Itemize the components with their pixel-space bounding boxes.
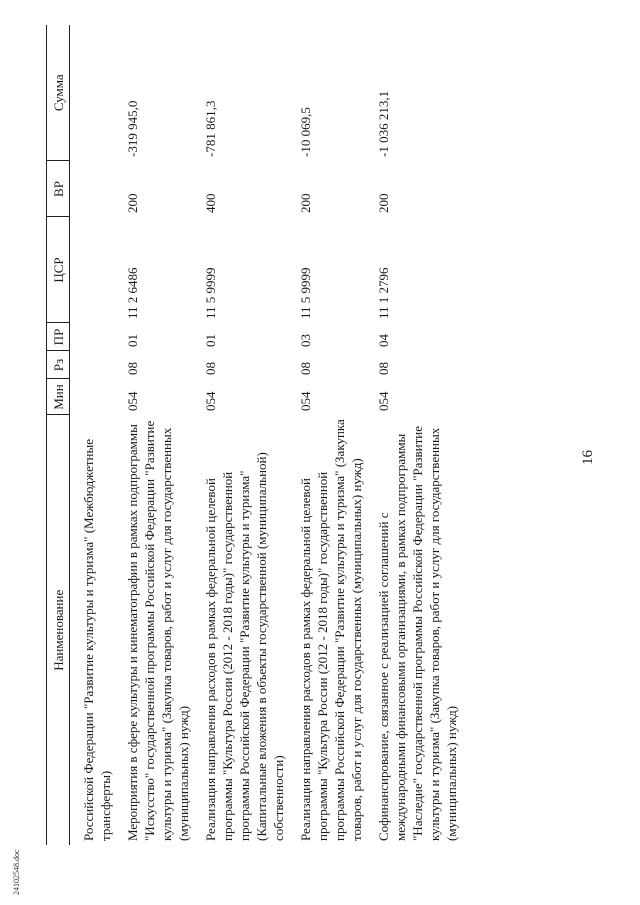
cell-rz: 08 bbox=[125, 362, 140, 375]
cell-csr: 11 5 9999 bbox=[298, 267, 313, 319]
cell-pr: 01 bbox=[125, 334, 140, 347]
table-row bbox=[365, 25, 460, 845]
cell-name: Мероприятия в сфере культуры и кинематографии в рамках подпрограммы "Искусство" государственной программы Российской Федерации "Развитие культуры и туризма" (Закупка товаров, работ и услуг для государственных (муниципальных) нужд) bbox=[125, 420, 191, 841]
cell-csr: 11 5 9999 bbox=[203, 267, 218, 319]
cell-vr: 200 bbox=[125, 193, 140, 213]
header-sum: Сумма bbox=[47, 25, 70, 161]
table-row bbox=[114, 25, 192, 845]
cell-vr: 200 bbox=[376, 193, 391, 213]
cell-min: 054 bbox=[376, 391, 391, 411]
cell-sum: -319 945,0 bbox=[125, 100, 140, 157]
table-header-row bbox=[47, 25, 70, 845]
cell-rz: 08 bbox=[376, 362, 391, 375]
page-number: 16 bbox=[580, 450, 596, 465]
table-row bbox=[70, 25, 115, 845]
cell-pr bbox=[70, 323, 115, 351]
header-csr: ЦСР bbox=[47, 217, 70, 323]
cell-sum: -10 069,5 bbox=[298, 107, 313, 157]
table-row bbox=[287, 25, 365, 845]
budget-table bbox=[46, 25, 460, 845]
cell-min bbox=[70, 379, 115, 415]
cell-csr: 11 2 6486 bbox=[125, 267, 140, 319]
cell-vr: 400 bbox=[203, 193, 218, 213]
header-min: Мин bbox=[47, 379, 70, 415]
table-row bbox=[192, 25, 287, 845]
cell-rz: 08 bbox=[203, 362, 218, 375]
header-rz: Рз bbox=[47, 351, 70, 379]
cell-sum: -1 036 213,1 bbox=[376, 90, 391, 157]
header-pr: ПР bbox=[47, 323, 70, 351]
cell-name: Реализация направления расходов в рамках федеральной целевой программы "Культура России (2012 - 2018 годы)" государственной программы Российской Федерации "Развитие культуры и туризма" (Закупка товаров, работ и услуг для государственных (муниципальных) нужд) bbox=[298, 419, 364, 841]
cell-sum bbox=[70, 25, 115, 161]
cell-pr: 01 bbox=[203, 334, 218, 347]
cell-csr: 11 1 2796 bbox=[376, 267, 391, 319]
cell-min: 054 bbox=[203, 391, 218, 411]
cell-name: Реализация направления расходов в рамках федеральной целевой программы "Культура России (2012 - 2018 годы)" государственной программы Российской Федерации "Развитие культуры и туризма" (Капитальные вложения в объекты государственной (муниципальной) собственности) bbox=[203, 452, 286, 841]
cell-name: Софинансирование, связанное с реализацией соглашений с международными финансовыми организациями, в рамках подпрограммы "Наследие" государственной программы Российской Федерации "Развитие культуры и туризма" (Закупка товаров, работ и услуг для государственных (муниципальных) нужд) bbox=[376, 425, 459, 841]
cell-rz: 08 bbox=[298, 362, 313, 375]
cell-vr: 200 bbox=[298, 193, 313, 213]
cell-min: 054 bbox=[125, 391, 140, 411]
cell-rz bbox=[70, 351, 115, 379]
cell-sum: -781 861,3 bbox=[203, 100, 218, 157]
cell-name: Российской Федерации "Развитие культуры и туризма" (Межбюджетные трансферты) bbox=[81, 438, 113, 841]
cell-pr: 03 bbox=[298, 334, 313, 347]
header-name: Наименование bbox=[47, 415, 70, 845]
document-id: 24102548.doc bbox=[12, 849, 21, 895]
header-vr: ВР bbox=[47, 161, 70, 217]
cell-vr bbox=[70, 161, 115, 217]
cell-pr: 04 bbox=[376, 334, 391, 347]
cell-min: 054 bbox=[298, 391, 313, 411]
cell-csr bbox=[70, 217, 115, 323]
